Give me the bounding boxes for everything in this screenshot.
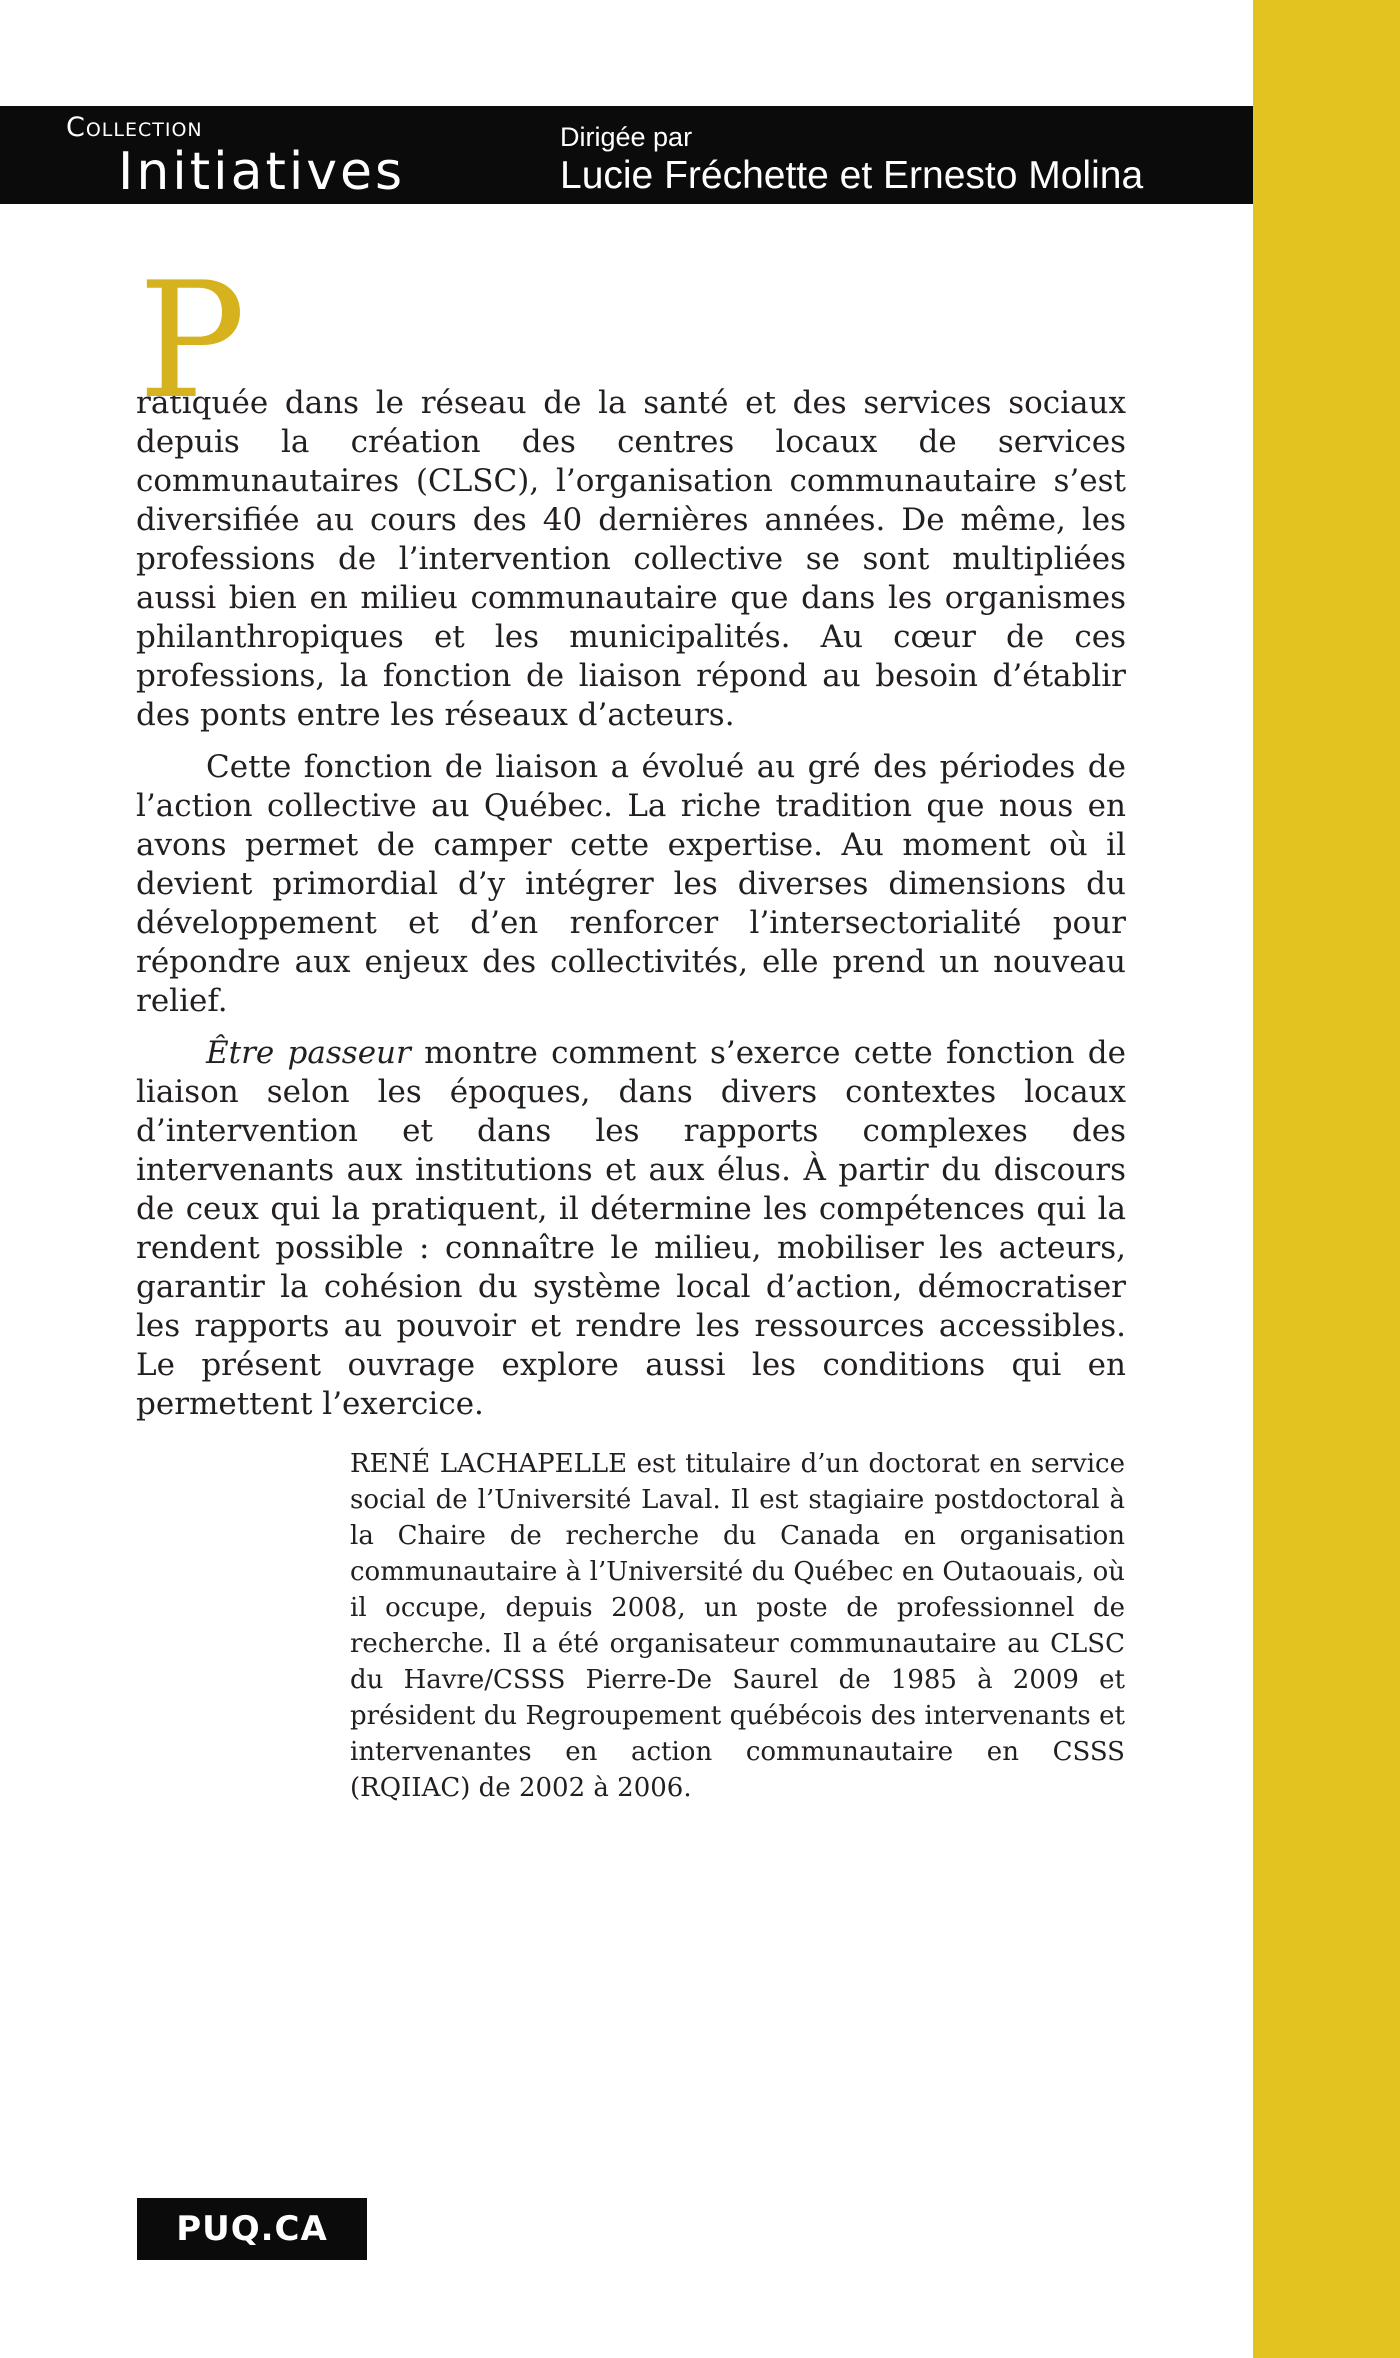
book-description — [136, 247, 1126, 1437]
book-title: Être passeur — [206, 1035, 411, 1071]
drop-cap: P — [138, 247, 246, 434]
description-paragraph-3 — [136, 1034, 1126, 1424]
side-accent-stripe — [1253, 0, 1400, 2358]
collection-name: Initiatives — [118, 142, 406, 202]
collection-label: Collection — [66, 112, 203, 143]
series-editors: Lucie Fréchette et Ernesto Molina — [560, 154, 1144, 197]
author-biography: RENÉ LACHAPELLE est titulaire d’un doctorat en service social de l’Université Laval. Il est stagiaire postdoctoral à la Chaire de recherche du Canada en organisation communautaire à l’Université du Québec en Outaouais, où il occupe, depuis 2008, un poste de professionnel de recherche. Il a été organisateur communautaire au CLSC du Havre/CSSS Pierre-De Saurel de 1985 à 2009 et président du Regroupement québécois des intervenants et intervenantes en action communautaire en CSSS (RQIIAC) de 2002 à 2006. — [350, 1449, 1125, 1803]
publisher-website-badge[interactable]: PUQ.CA — [137, 2198, 367, 2260]
description-paragraph-1 — [136, 247, 1126, 735]
collection-header — [0, 106, 1253, 204]
paragraph-3-text: montre comment s’exerce cette fonction de liaison selon les époques, dans divers contextes locaux d’intervention et dans les rapports complexes des intervenants aux institutions et aux élus. À partir du discours de ceux qui la pratiquent, il détermine les compétences qui la rendent possible : connaître le milieu, mobiliser les acteurs, garantir la cohésion du système local d’action, démocratiser les rapports au pouvoir et rendre les ressources accessibles. Le présent ouvrage explore aussi les conditions qui en permettent l’exercice. — [136, 1035, 1126, 1422]
directed-by-label: Dirigée par — [560, 122, 693, 152]
paragraph-1-text: ratiquée dans le réseau de la santé et des services sociaux depuis la création des centres locaux de services communautaires (CLSC), l’organisation communautaire s’est diversifiée au cours des 40 dernières années. De même, les professions de l’intervention collective se sont multipliées aussi bien en milieu communautaire que dans les organismes philanthropiques et les municipalités. Au cœur de ces professions, la fonction de liaison répond au besoin d’établir des ponts entre les réseaux d’acteurs. — [136, 385, 1126, 733]
description-paragraph-2: Cette fonction de liaison a évolué au gré des périodes de l’action collective au Québec. La riche tradition que nous en avons permet de camper cette expertise. Au moment où il devient primordial d’y intégrer les diverses dimensions du développement et d’en renforcer l’intersectorialité pour répondre aux enjeux des collectivités, elle prend un nouveau relief. — [136, 749, 1126, 1019]
